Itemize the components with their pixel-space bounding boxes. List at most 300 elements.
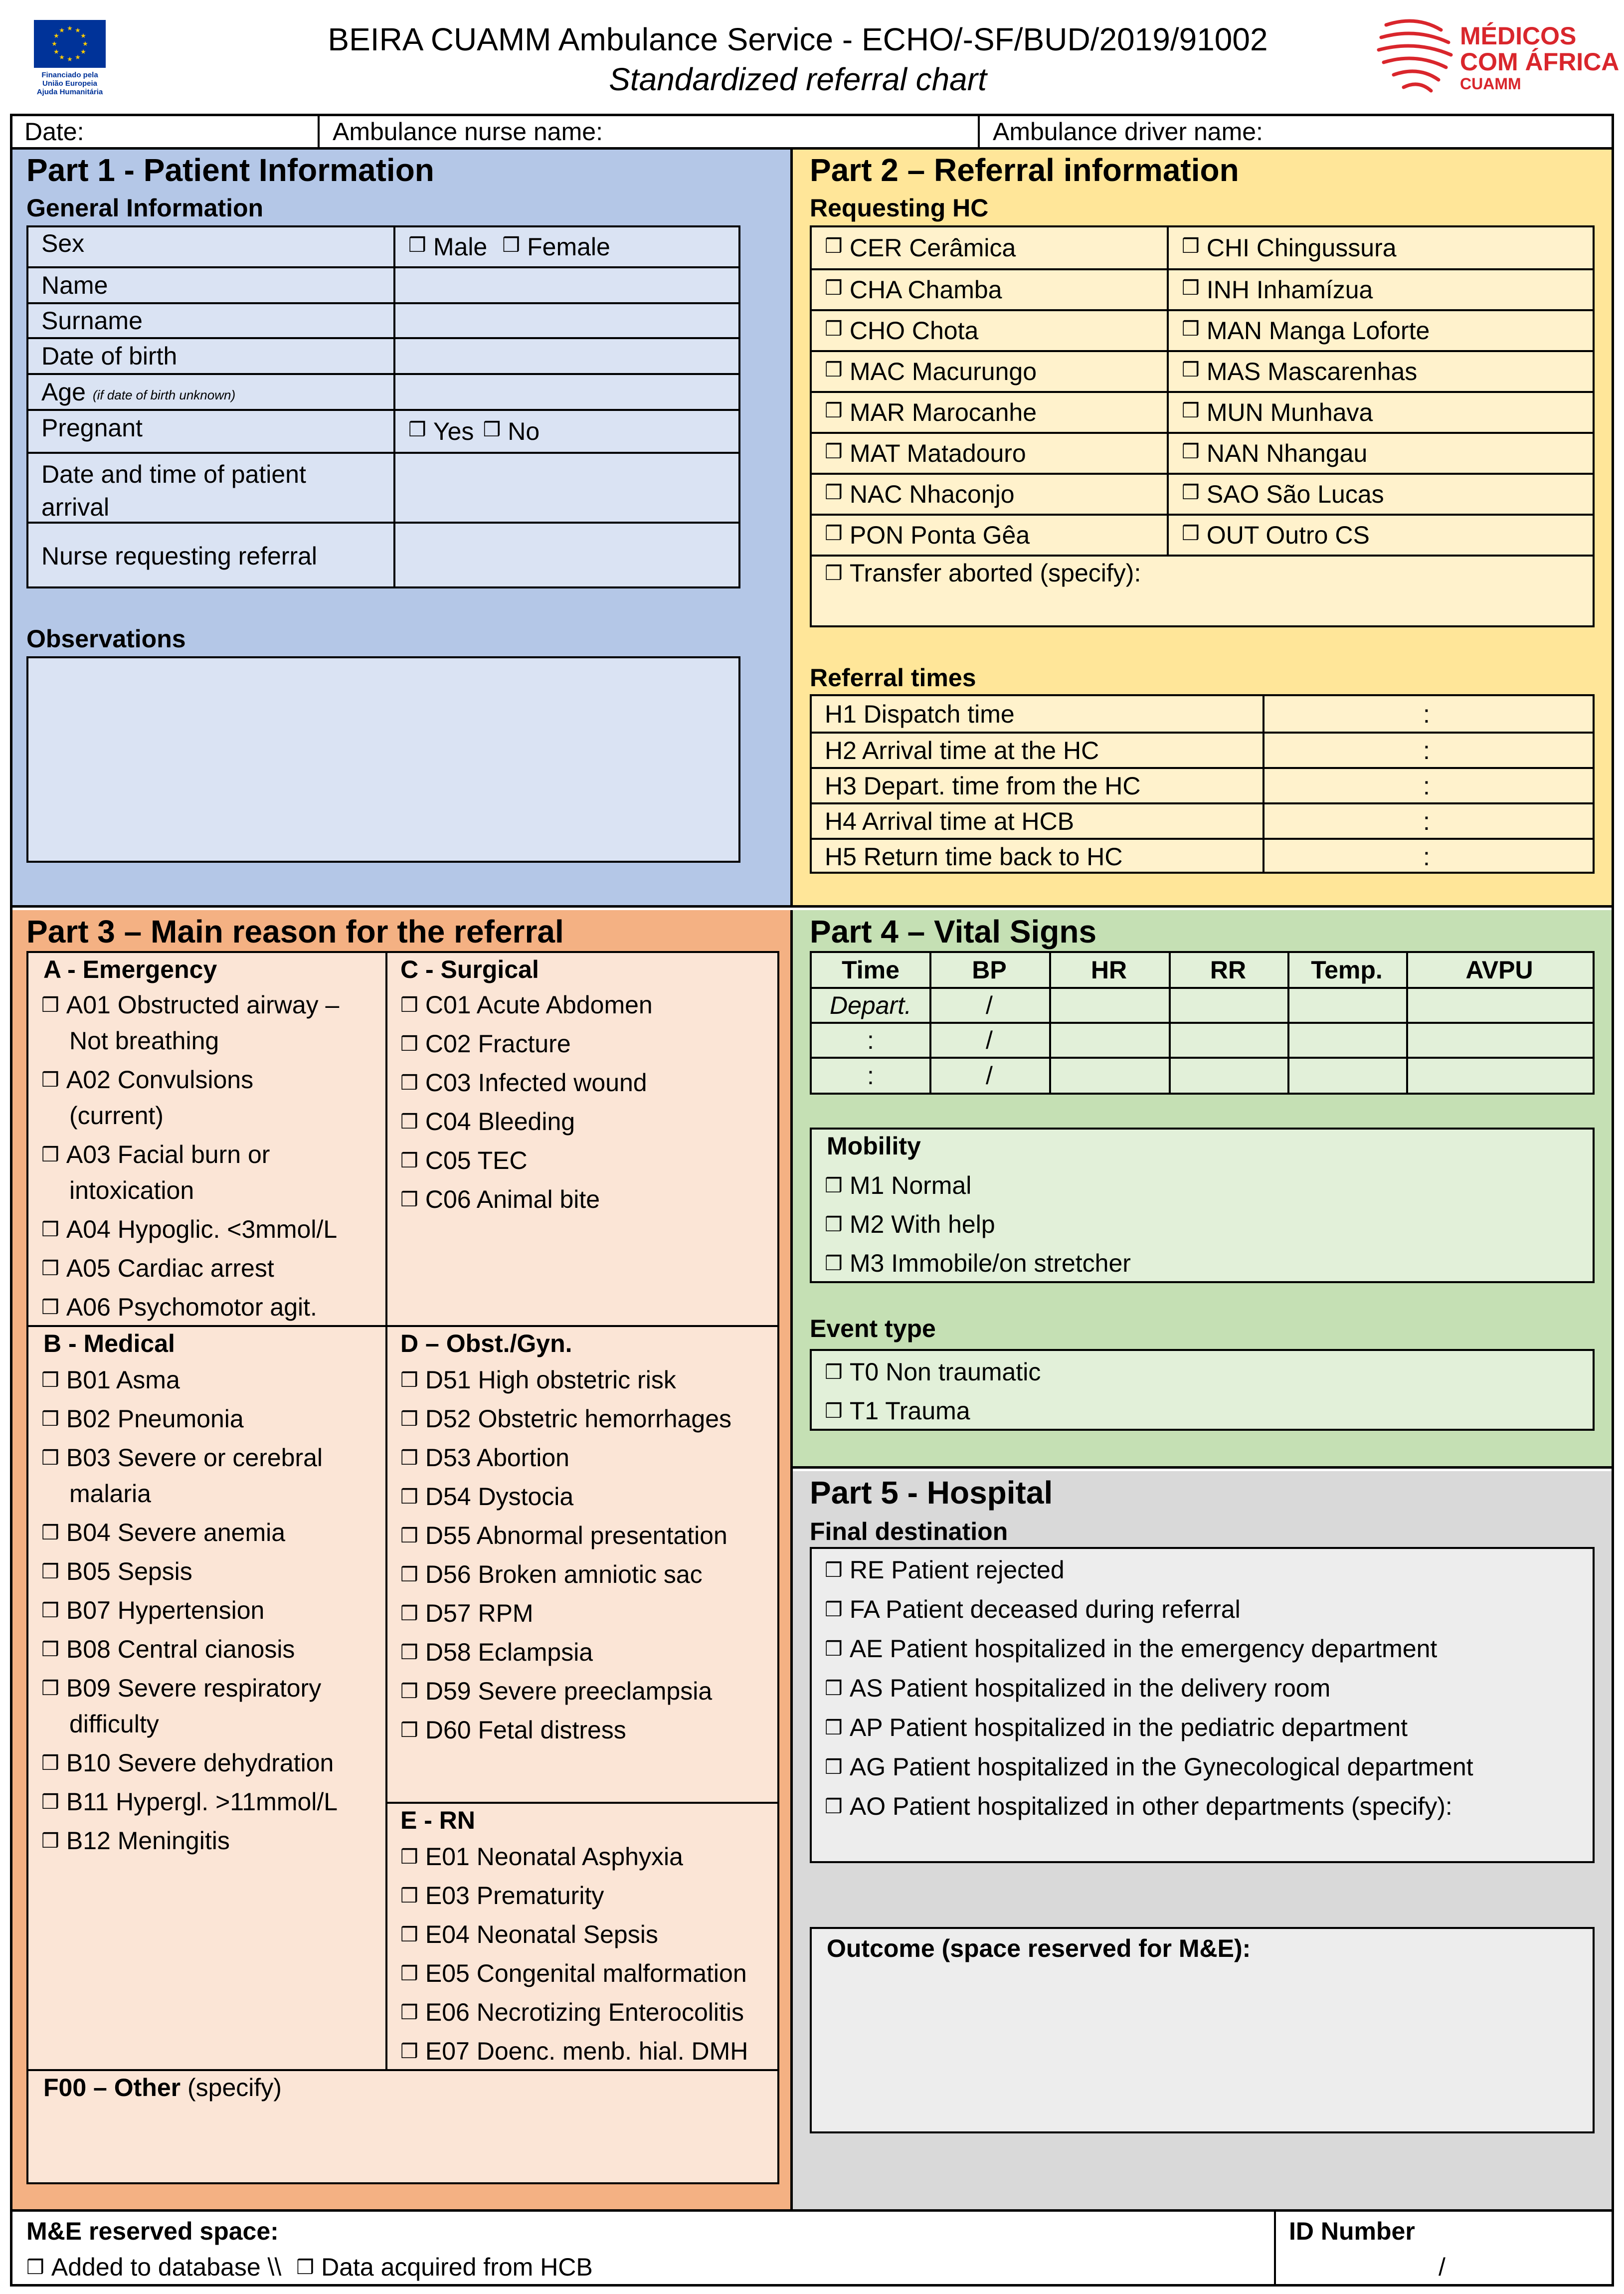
referral-time-row <box>812 802 1593 838</box>
hc-checkbox[interactable]: ❒ <box>825 235 843 258</box>
reason-checkbox[interactable]: ❒ <box>400 1033 418 1056</box>
vitals-cell[interactable]: : <box>867 1062 874 1090</box>
reason-checkbox[interactable]: ❒ <box>41 1599 59 1622</box>
logo-line-1: MÉDICOS <box>1460 22 1577 50</box>
destination-label: AG Patient hospitalized in the Gynecological department <box>849 1753 1473 1781</box>
logo-text <box>1460 23 1619 93</box>
reason-checkbox[interactable]: ❒ <box>41 1830 59 1853</box>
event-type-option <box>825 1393 970 1431</box>
referral-time-label: H1 Dispatch time <box>825 700 1015 728</box>
destination-label: FA Patient deceased during referral <box>849 1595 1241 1623</box>
added-to-database-label: Added to database \\ <box>51 2253 282 2281</box>
reason-option <box>400 1518 727 1555</box>
reason-option <box>41 1515 285 1552</box>
sex-row <box>28 227 738 266</box>
reason-checkbox[interactable]: ❒ <box>41 1752 59 1775</box>
mobility-title: Mobility <box>827 1132 921 1160</box>
destination-checkbox[interactable]: ❒ <box>825 1598 843 1621</box>
reason-label: B10 Severe dehydration <box>66 1749 334 1777</box>
reason-label: D58 Eclampsia <box>425 1638 593 1666</box>
transfer-aborted-checkbox[interactable]: ❒ <box>825 562 843 585</box>
reason-option-continued <box>41 1476 151 1512</box>
vitals-cell[interactable] <box>1287 1024 1406 1057</box>
mobility-option <box>825 1167 971 1205</box>
part1-section: General Information <box>26 194 264 222</box>
svg-text:★: ★ <box>67 25 73 32</box>
part4-panel <box>793 910 1612 1469</box>
reason-label: D53 Abortion <box>425 1444 569 1472</box>
vitals-row <box>812 1057 1593 1093</box>
footer <box>12 2209 1612 2284</box>
destination-checkbox[interactable]: ❒ <box>825 1717 843 1739</box>
part2-panel <box>793 150 1612 908</box>
hc-checkbox[interactable]: ❒ <box>825 399 843 422</box>
reason-option-continued <box>41 1172 194 1208</box>
hc-row <box>812 514 1593 555</box>
reason-label: D57 RPM <box>425 1599 534 1627</box>
reason-label: D52 Obstetric hemorrhages <box>425 1405 732 1433</box>
name-row[interactable] <box>28 266 738 302</box>
reason-checkbox[interactable]: ❒ <box>41 994 59 1017</box>
hc-checkbox[interactable]: ❒ <box>1182 481 1200 504</box>
vitals-cell[interactable] <box>1406 1059 1593 1093</box>
hc-option-left <box>812 434 1026 473</box>
reason-checkbox[interactable]: ❒ <box>400 1188 418 1211</box>
destination-label: AP Patient hospitalized in the pediatric department <box>849 1714 1408 1741</box>
svg-text:★: ★ <box>67 56 73 63</box>
hc-option-left <box>812 311 978 350</box>
hc-checkbox[interactable]: ❒ <box>1182 522 1200 545</box>
reason-checkbox[interactable]: ❒ <box>41 1296 59 1319</box>
pregnant-options <box>395 411 540 452</box>
reason-option <box>400 1994 744 2032</box>
reason-label: E06 Necrotizing Enterocolitis <box>425 1998 744 2026</box>
reason-option <box>400 1595 534 1633</box>
event-type-label: T0 Non traumatic <box>849 1358 1041 1386</box>
destination-option <box>825 1631 1437 1669</box>
group-A-title: A - Emergency <box>43 956 217 983</box>
id-number-slash[interactable]: / <box>1439 2253 1445 2281</box>
hc-row <box>812 432 1593 473</box>
group-C <box>387 953 776 1325</box>
outcome-title: Outcome (space reserved for M&E): <box>827 1934 1251 1962</box>
destination-checkbox[interactable]: ❒ <box>825 1638 843 1661</box>
yes-label: Yes <box>433 417 474 445</box>
vitals-cell[interactable] <box>1049 1024 1169 1057</box>
hc-checkbox[interactable]: ❒ <box>825 440 843 463</box>
reason-checkbox[interactable]: ❒ <box>400 2040 418 2063</box>
referral-time-label: H4 Arrival time at HCB <box>825 807 1075 835</box>
hc-checkbox[interactable]: ❒ <box>825 481 843 504</box>
reason-checkbox[interactable]: ❒ <box>41 1408 59 1431</box>
part5-panel <box>793 1471 1612 2209</box>
event-type-checkbox[interactable]: ❒ <box>825 1361 843 1384</box>
part3-panel <box>12 910 793 2209</box>
destination-label: AO Patient hospitalized in other departments (specify): <box>849 1792 1452 1820</box>
destination-option <box>825 1552 1065 1590</box>
sex-options <box>395 227 610 266</box>
mobility-label: M1 Normal <box>849 1171 972 1199</box>
mobility-option <box>825 1206 995 1244</box>
reason-checkbox[interactable]: ❒ <box>400 1072 418 1095</box>
reason-checkbox[interactable]: ❒ <box>41 1677 59 1700</box>
hc-label: MAT Matadouro <box>849 439 1026 467</box>
reason-option <box>400 1181 600 1219</box>
reason-label: A03 Facial burn or <box>66 1141 270 1168</box>
svg-text:★: ★ <box>80 48 86 56</box>
reason-checkbox[interactable]: ❒ <box>41 1638 59 1661</box>
reason-label: B12 Meningitis <box>66 1827 230 1855</box>
ambulance-nurse-field[interactable] <box>320 116 978 147</box>
hc-label: MAR Marocanhe <box>849 398 1037 426</box>
transfer-aborted-row <box>812 555 1593 627</box>
group-D <box>387 1327 776 1801</box>
referral-time-value[interactable]: : <box>1423 771 1430 800</box>
destination-checkbox[interactable]: ❒ <box>825 1756 843 1779</box>
destination-checkbox[interactable]: ❒ <box>825 1795 843 1818</box>
reason-label: B02 Pneumonia <box>66 1405 244 1433</box>
vitals-cell[interactable]: / <box>986 1062 993 1090</box>
hc-label: MUN Munhava <box>1206 398 1373 426</box>
reason-checkbox[interactable]: ❒ <box>400 1719 418 1742</box>
referral-time-row <box>812 696 1593 732</box>
destination-label: AS Patient hospitalized in the delivery room <box>849 1674 1331 1702</box>
reason-option <box>41 1211 337 1249</box>
reason-label: malaria <box>69 1480 151 1508</box>
vitals-cell[interactable] <box>1406 989 1593 1022</box>
group-C-title: C - Surgical <box>400 956 539 983</box>
reason-label: D60 Fetal distress <box>425 1716 626 1744</box>
reason-label: B05 Sepsis <box>66 1557 192 1585</box>
destination-option <box>825 1670 1330 1708</box>
reason-checkbox[interactable]: ❒ <box>41 1369 59 1392</box>
requesting-hc-table <box>810 225 1595 627</box>
date-field[interactable] <box>12 116 318 147</box>
reason-option <box>400 2033 748 2071</box>
hc-checkbox[interactable]: ❒ <box>1182 318 1200 341</box>
reason-label: C03 Infected wound <box>425 1069 647 1097</box>
event-type-title: Event type <box>810 1315 936 1342</box>
reason-label: A05 Cardiac arrest <box>66 1254 274 1282</box>
reason-checkbox[interactable]: ❒ <box>400 1563 418 1586</box>
svg-text:★: ★ <box>53 48 59 56</box>
reason-checkbox[interactable]: ❒ <box>400 1885 418 1908</box>
hc-label: SAO São Lucas <box>1206 480 1384 508</box>
referral-time-value[interactable]: : <box>1423 842 1430 871</box>
vitals-cell[interactable] <box>1169 989 1287 1022</box>
pregnant-label: Pregnant <box>41 414 143 442</box>
reason-checkbox[interactable]: ❒ <box>41 1791 59 1814</box>
hc-option-left <box>812 516 1030 555</box>
mobility-label: M3 Immobile/on stretcher <box>849 1249 1131 1277</box>
surname-row[interactable] <box>28 302 738 337</box>
reason-option <box>41 987 339 1025</box>
hc-checkbox[interactable]: ❒ <box>825 522 843 545</box>
reason-label: B03 Severe or cerebral <box>66 1444 323 1472</box>
hc-checkbox[interactable]: ❒ <box>1182 359 1200 382</box>
reason-label: E03 Prematurity <box>425 1882 604 1910</box>
hc-row <box>812 391 1593 432</box>
referral-time-value[interactable]: : <box>1423 807 1430 835</box>
hc-option-right <box>1169 475 1384 514</box>
hc-option-right <box>1169 393 1373 432</box>
reason-checkbox[interactable]: ❒ <box>400 1486 418 1509</box>
top-info-row <box>10 114 1614 150</box>
observations-box[interactable] <box>26 656 740 863</box>
name-label: Name <box>41 271 108 299</box>
hc-label: OUT Outro CS <box>1206 521 1370 549</box>
hc-option-right <box>1169 516 1370 555</box>
reason-option-continued <box>41 1023 219 1059</box>
destination-option <box>825 1591 1241 1629</box>
reason-label: B04 Severe anemia <box>66 1519 286 1546</box>
document-title: BEIRA CUAMM Ambulance Service - ECHO/-SF/BUD/2019/91002 <box>328 21 1268 57</box>
group-E <box>387 1804 776 2068</box>
reason-checkbox[interactable]: ❒ <box>400 1680 418 1703</box>
part2-section: Requesting HC <box>810 194 989 222</box>
referral-time-label: H5 Return time back to HC <box>825 842 1123 871</box>
hc-option-right <box>1169 434 1367 473</box>
vitals-cell[interactable] <box>1169 1059 1287 1093</box>
vitals-cell[interactable]: / <box>986 1026 993 1054</box>
hc-row <box>812 268 1593 309</box>
reason-option <box>400 1440 569 1478</box>
hc-checkbox[interactable]: ❒ <box>1182 399 1200 422</box>
pregnant-yes-checkbox[interactable]: ❒ <box>408 418 426 441</box>
reason-checkbox[interactable]: ❒ <box>400 1447 418 1470</box>
eu-flag-icon <box>34 20 106 68</box>
reason-checkbox[interactable]: ❒ <box>41 1257 59 1280</box>
group-D-title: D – Obst./Gyn. <box>400 1330 572 1357</box>
reason-option <box>400 1065 647 1103</box>
reason-option-continued <box>41 1706 159 1742</box>
header <box>0 0 1624 114</box>
reason-checkbox[interactable]: ❒ <box>400 1525 418 1547</box>
reason-option <box>41 1440 323 1478</box>
hc-label: CHA Chamba <box>849 276 1002 304</box>
mobility-checkbox[interactable]: ❒ <box>825 1252 843 1275</box>
referral-time-row <box>812 767 1593 802</box>
event-type-label: T1 Trauma <box>849 1397 970 1425</box>
reason-checkbox[interactable]: ❒ <box>400 2001 418 2024</box>
hc-checkbox[interactable]: ❒ <box>1182 277 1200 300</box>
vitals-header-cell: Time <box>842 956 900 984</box>
reason-label: B09 Severe respiratory <box>66 1674 322 1702</box>
dob-label: Date of birth <box>41 342 178 370</box>
hc-option-left <box>812 475 1015 514</box>
group-E-title: E - RN <box>400 1806 475 1834</box>
referral-times-table <box>810 694 1595 874</box>
reason-checkbox[interactable]: ❒ <box>400 1641 418 1664</box>
pregnant-no-checkbox[interactable]: ❒ <box>483 418 501 441</box>
mobility-option <box>825 1245 1131 1283</box>
hc-row <box>812 350 1593 391</box>
ambulance-driver-field[interactable] <box>980 116 1613 147</box>
hc-option-left <box>812 393 1037 432</box>
female-checkbox[interactable]: ❒ <box>502 234 521 257</box>
mobility-checkbox[interactable]: ❒ <box>825 1213 843 1236</box>
destination-checkbox[interactable]: ❒ <box>825 1559 843 1582</box>
reason-checkbox[interactable]: ❒ <box>41 1069 59 1092</box>
group-B <box>28 1327 385 2065</box>
reason-option <box>400 1839 683 1877</box>
mobility-label: M2 With help <box>849 1210 995 1238</box>
vitals-cell[interactable] <box>1287 989 1406 1022</box>
reason-label: (current) <box>69 1102 164 1130</box>
vitals-row <box>812 987 1593 1022</box>
age-note: (if date of birth unknown) <box>92 387 236 402</box>
vitals-cell[interactable]: / <box>986 991 993 1019</box>
reason-label: C01 Acute Abdomen <box>425 991 653 1019</box>
reason-label: C02 Fracture <box>425 1030 571 1058</box>
reason-checkbox[interactable]: ❒ <box>400 1923 418 1946</box>
reason-checkbox[interactable]: ❒ <box>400 1602 418 1625</box>
reason-option <box>400 1104 575 1142</box>
hc-option-right <box>1169 227 1397 268</box>
reason-checkbox[interactable]: ❒ <box>41 1560 59 1583</box>
svg-text:★: ★ <box>53 32 59 40</box>
part4-title: Part 4 – Vital Signs <box>810 914 1097 950</box>
vitals-header-cell: RR <box>1210 956 1247 984</box>
vitals-cell[interactable] <box>1406 1024 1593 1057</box>
reason-option <box>41 1745 334 1783</box>
reason-checkbox[interactable]: ❒ <box>400 1149 418 1172</box>
reason-label: D54 Dystocia <box>425 1483 574 1511</box>
reason-option <box>41 1062 253 1100</box>
nurse-request-label: Nurse requesting referral <box>41 542 318 570</box>
added-to-database-checkbox[interactable]: ❒ <box>26 2256 44 2279</box>
document-subtitle: Standardized referral chart <box>609 61 987 97</box>
outcome-box[interactable] <box>810 1927 1595 2133</box>
hc-label: CER Cerâmica <box>849 234 1016 262</box>
part5-section: Final destination <box>810 1518 1008 1545</box>
reason-option <box>400 1712 626 1750</box>
hc-checkbox[interactable]: ❒ <box>825 277 843 300</box>
vitals-cell[interactable] <box>1049 989 1169 1022</box>
referral-time-value[interactable]: : <box>1423 736 1430 765</box>
group-B-title: B - Medical <box>43 1330 175 1357</box>
reason-checkbox[interactable]: ❒ <box>400 1369 418 1392</box>
vital-signs-table <box>810 951 1595 1095</box>
final-destination-box <box>810 1547 1595 1863</box>
svg-text:★: ★ <box>75 27 81 34</box>
male-checkbox[interactable]: ❒ <box>408 234 426 257</box>
referral-time-row <box>812 732 1593 767</box>
age-label-text: Age <box>41 378 86 406</box>
referral-times-title: Referral times <box>810 664 976 692</box>
hc-option-left <box>812 227 1016 268</box>
hc-checkbox[interactable]: ❒ <box>825 359 843 382</box>
part2-title: Part 2 – Referral information <box>810 152 1239 188</box>
dob-row[interactable] <box>28 337 738 373</box>
reason-option <box>400 1916 658 1954</box>
data-acquired-label: Data acquired from HCB <box>321 2253 593 2281</box>
reason-label: C06 Animal bite <box>425 1185 600 1213</box>
reason-checkbox[interactable]: ❒ <box>41 1144 59 1166</box>
referral-time-value[interactable]: : <box>1423 700 1430 728</box>
event-type-checkbox[interactable]: ❒ <box>825 1400 843 1423</box>
vitals-cell[interactable] <box>1049 1059 1169 1093</box>
destination-option <box>825 1749 1473 1787</box>
svg-text:★: ★ <box>75 54 81 61</box>
other-specify-label: (specify) <box>180 2074 282 2102</box>
destination-label: AE Patient hospitalized in the emergency department <box>849 1635 1438 1663</box>
female-label: Female <box>527 233 610 261</box>
vitals-header-row <box>812 953 1593 987</box>
reason-label: B08 Central cianosis <box>66 1635 295 1663</box>
reason-checkbox[interactable]: ❒ <box>400 994 418 1017</box>
reason-checkbox[interactable]: ❒ <box>400 1408 418 1431</box>
reason-option <box>41 1401 244 1439</box>
vitals-cell[interactable] <box>1287 1059 1406 1093</box>
hc-checkbox[interactable]: ❒ <box>1182 440 1200 463</box>
other-specify[interactable] <box>43 2073 282 2102</box>
data-acquired-checkbox[interactable]: ❒ <box>296 2256 315 2279</box>
reason-label: D55 Abnormal presentation <box>425 1522 727 1549</box>
arrival-row[interactable] <box>28 452 738 522</box>
vitals-cell[interactable]: : <box>867 1026 874 1054</box>
sex-label-text: Sex <box>41 229 85 257</box>
nurse-request-row[interactable] <box>28 522 738 588</box>
reason-checkbox[interactable]: ❒ <box>400 1111 418 1134</box>
reason-checkbox[interactable]: ❒ <box>41 1218 59 1241</box>
reason-checkbox[interactable]: ❒ <box>400 1846 418 1869</box>
reason-checkbox[interactable]: ❒ <box>400 1962 418 1985</box>
hc-option-right <box>1169 270 1373 309</box>
destination-checkbox[interactable]: ❒ <box>825 1677 843 1700</box>
ambulance-driver-label: Ambulance driver name: <box>993 118 1263 146</box>
reason-option <box>41 1670 321 1708</box>
reason-checkbox[interactable]: ❒ <box>41 1447 59 1470</box>
reason-option <box>400 987 653 1025</box>
destination-option <box>825 1710 1408 1747</box>
group-A <box>28 953 385 1325</box>
destination-label: RE Patient rejected <box>849 1556 1065 1584</box>
part3-title: Part 3 – Main reason for the referral <box>26 914 564 950</box>
mobility-checkbox[interactable]: ❒ <box>825 1174 843 1197</box>
reason-option <box>400 1673 712 1711</box>
reason-label: A01 Obstructed airway – <box>66 991 340 1019</box>
other-code: F00 – Other <box>43 2074 181 2102</box>
reason-label: D51 High obstetric risk <box>425 1366 676 1394</box>
part1-title: Part 1 - Patient Information <box>26 152 434 188</box>
hc-checkbox[interactable]: ❒ <box>1182 235 1200 258</box>
logo-line-2: COM ÁFRICA <box>1460 48 1620 76</box>
hc-label: PON Ponta Gêa <box>849 521 1030 549</box>
svg-text:★: ★ <box>82 40 88 48</box>
me-reserved-title: M&E reserved space: <box>26 2217 279 2245</box>
sex-label <box>28 220 84 266</box>
africa-logo-icon <box>1366 10 1461 105</box>
reason-option <box>400 1878 604 1915</box>
no-label: No <box>508 417 540 445</box>
vitals-header-cell: AVPU <box>1465 956 1533 984</box>
hc-row <box>812 227 1593 268</box>
hc-checkbox[interactable]: ❒ <box>825 318 843 341</box>
vitals-cell[interactable]: Depart. <box>830 991 911 1019</box>
referral-time-label: H3 Depart. time from the HC <box>825 771 1141 800</box>
vitals-cell[interactable] <box>1169 1024 1287 1057</box>
ambulance-nurse-label: Ambulance nurse name: <box>333 118 603 146</box>
reason-label: E01 Neonatal Asphyxia <box>425 1843 683 1871</box>
reason-option <box>41 1289 317 1327</box>
svg-text:★: ★ <box>59 54 65 61</box>
reason-option <box>400 1955 747 1993</box>
reason-checkbox[interactable]: ❒ <box>41 1522 59 1544</box>
vitals-row <box>812 1022 1593 1057</box>
eu-caption-line: Ajuda Humanitária <box>36 88 103 96</box>
reason-option <box>41 1137 270 1174</box>
